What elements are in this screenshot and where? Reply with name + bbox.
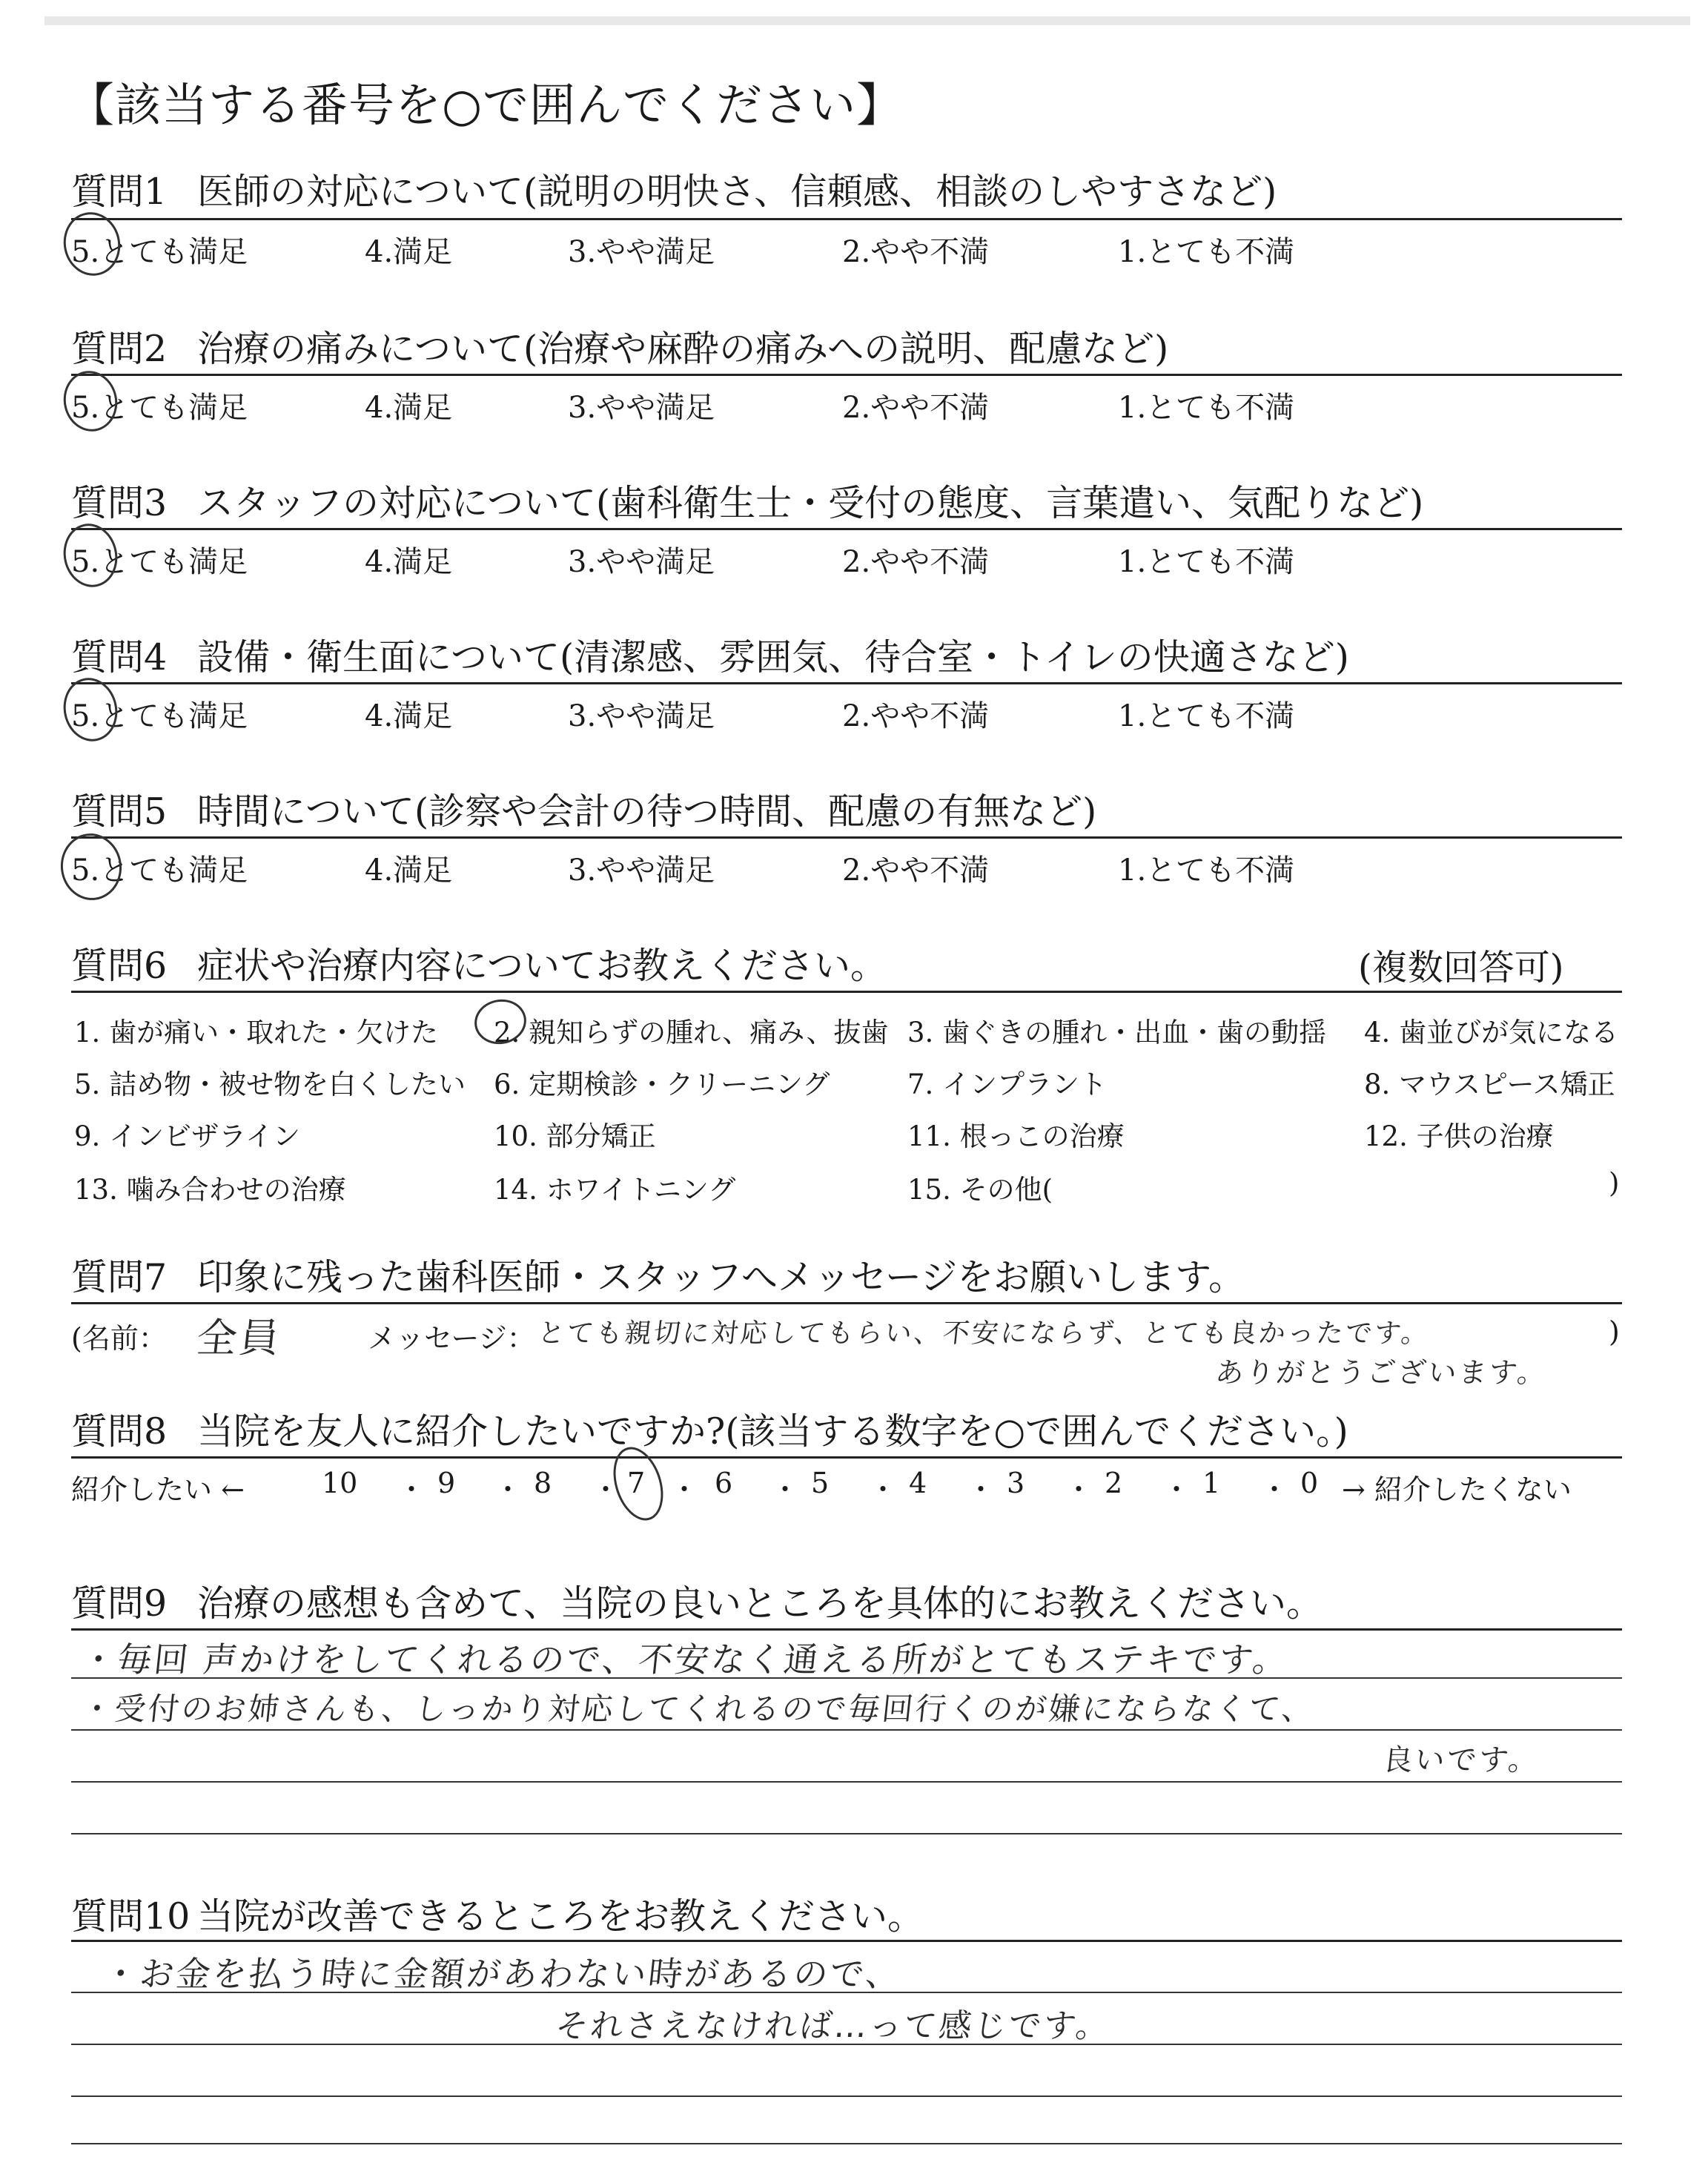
answer-line (71, 1781, 1622, 1783)
choice-5[interactable]: 5.とても満足 (71, 391, 248, 425)
question-6-number: 質問6 (71, 945, 168, 987)
scale-number[interactable]: 9 (437, 1467, 456, 1499)
question-1-choices (71, 228, 1622, 273)
choice-1[interactable]: 1.とても不満 (1118, 545, 1295, 579)
question-7-title (71, 1249, 1245, 1301)
question-10-number: 質問10 (71, 1895, 191, 1938)
choice-4[interactable]: 4.満足 (365, 853, 453, 888)
question-4-title (71, 629, 1349, 681)
page-title: 【該当する番号を○で囲んでください】 (68, 78, 904, 132)
question-5-number: 質問5 (71, 790, 168, 833)
scale-number[interactable]: 7 (627, 1467, 646, 1499)
choice-3[interactable]: 3.やや満足 (568, 545, 715, 579)
message-value-line2[interactable]: ありがとうございます。 (1214, 1356, 1549, 1389)
answer-text[interactable]: ・お金を払う時に金額があわない時があるので、 (101, 1954, 904, 1994)
question-7-text: 印象に残った歯科医師・スタッフへメッセージをお願いします。 (197, 1256, 1245, 1298)
scale-number[interactable]: 6 (715, 1467, 733, 1499)
recommend-scale (71, 1467, 1628, 1511)
answer-text[interactable]: ・毎回 声かけをしてくれるので、不安なく通える所がとてもステキです。 (79, 1639, 1291, 1680)
question-6-title (71, 937, 887, 989)
scale-number[interactable]: 1 (1202, 1467, 1221, 1499)
choice-3[interactable]: 3.やや満足 (568, 853, 715, 888)
message-row (71, 1307, 1628, 1361)
choice-1[interactable]: 1.とても不満 (1118, 235, 1295, 269)
question-4-number: 質問4 (71, 636, 168, 678)
answer-line (71, 2095, 1622, 2097)
symptom-other-close: ) (1609, 1167, 1620, 1199)
divider (71, 836, 1622, 839)
answer-line (71, 1729, 1622, 1731)
symptom-option[interactable]: 1. 歯が痛い・取れた・欠けた (74, 1017, 439, 1048)
question-3-title (71, 475, 1423, 526)
choice-2[interactable]: 2.やや不満 (842, 545, 990, 579)
choice-3[interactable]: 3.やや満足 (568, 391, 715, 425)
symptom-option[interactable]: 11. 根っこの治療 (907, 1120, 1125, 1152)
scale-dot: ・ (1162, 1473, 1191, 1506)
choice-3[interactable]: 3.やや満足 (568, 699, 715, 733)
scale-dot: ・ (869, 1473, 898, 1506)
scale-number[interactable]: 3 (1007, 1467, 1025, 1499)
question-2-title (71, 320, 1168, 372)
choice-5[interactable]: 5.とても満足 (71, 699, 248, 733)
question-6-text: 症状や治療内容についてお教えください。 (197, 945, 887, 987)
question-8-number: 質問8 (71, 1410, 168, 1453)
question-1-title (71, 163, 1277, 215)
scale-dot: ・ (670, 1473, 699, 1506)
divider (71, 528, 1622, 530)
question-5-choices (71, 847, 1622, 891)
question-5-title (71, 783, 1096, 835)
question-9-title (71, 1575, 1323, 1627)
scale-dot: ・ (494, 1473, 523, 1506)
choice-4[interactable]: 4.満足 (365, 545, 453, 579)
message-value[interactable]: とても親切に対応してもらい、不安にならず、とても良かったです。 (536, 1318, 1432, 1349)
choice-4[interactable]: 4.満足 (365, 699, 453, 733)
answer-line (71, 2143, 1622, 2144)
choice-5[interactable]: 5.とても満足 (71, 853, 248, 888)
divider (71, 218, 1622, 220)
scale-dot: ・ (1260, 1473, 1289, 1506)
question-8-title (71, 1403, 1348, 1455)
question-1-number: 質問1 (71, 171, 168, 213)
question-9-text: 治療の感想も含めて、当院の良いところを具体的にお教えください。 (197, 1582, 1323, 1625)
divider (71, 1456, 1622, 1459)
selection-circle (56, 830, 126, 905)
scale-dot: ・ (397, 1473, 426, 1506)
question-3-number: 質問3 (71, 482, 168, 524)
answer-line (71, 1833, 1622, 1834)
scale-number[interactable]: 8 (534, 1467, 552, 1499)
question-3-choices (71, 538, 1622, 583)
symptom-option[interactable]: 15. その他( (907, 1174, 1053, 1206)
scale-dot: ・ (771, 1473, 800, 1506)
symptom-option[interactable]: 10. 部分矯正 (494, 1120, 656, 1152)
symptom-options (74, 1003, 1631, 1225)
choice-4[interactable]: 4.満足 (365, 391, 453, 425)
question-2-text: 治療の痛みについて(治療や麻酔の痛みへの説明、配慮など) (197, 328, 1169, 370)
divider (71, 1940, 1622, 1942)
question-7-number: 質問7 (71, 1256, 168, 1298)
question-1-text: 医師の対応について(説明の明快さ、信頼感、相談のしやすさなど) (197, 171, 1277, 213)
symptom-option[interactable]: 6. 定期検診・クリーニング (494, 1069, 830, 1100)
symptom-option[interactable]: 8. マウスピース矯正 (1364, 1069, 1615, 1100)
answer-text[interactable]: ・受付のお姉さんも、しっかり対応してくれるので毎回行くのが嫌にならなくて、 (79, 1691, 1317, 1727)
question-5-text: 時間について(診察や会計の待つ時間、配慮の有無など) (197, 790, 1097, 833)
question-2-number: 質問2 (71, 328, 168, 370)
scale-number[interactable]: 2 (1105, 1467, 1123, 1499)
choice-1[interactable]: 1.とても不満 (1118, 853, 1295, 888)
divider (71, 1302, 1622, 1304)
question-4-choices (71, 693, 1622, 737)
scale-number[interactable]: 0 (1300, 1467, 1319, 1499)
symptom-option[interactable]: 13. 噛み合わせの治療 (74, 1174, 346, 1206)
scale-dot: ・ (1065, 1473, 1093, 1506)
choice-2[interactable]: 2.やや不満 (842, 853, 990, 888)
question-10-title (71, 1888, 924, 1940)
question-9-number: 質問9 (71, 1582, 168, 1625)
choice-2[interactable]: 2.やや不満 (842, 235, 990, 269)
scan-edge (44, 16, 1690, 25)
scale-dot: ・ (967, 1473, 996, 1506)
choice-5[interactable]: 5.とても満足 (71, 235, 248, 269)
scale-number[interactable]: 5 (811, 1467, 830, 1499)
name-value[interactable]: 全員 (194, 1315, 284, 1361)
choice-2[interactable]: 2.やや不満 (842, 391, 990, 425)
symptom-option[interactable]: 5. 詰め物・被せ物を白くしたい (74, 1069, 466, 1100)
scale-number[interactable]: 4 (909, 1467, 927, 1499)
symptom-option[interactable]: 4. 歯並びが気になる (1364, 1017, 1619, 1048)
scale-left-label: 紹介したい ← (71, 1473, 245, 1506)
symptom-option[interactable]: 9. インビザライン (74, 1120, 300, 1152)
message-close: ) (1609, 1315, 1620, 1348)
name-label: (名前： (71, 1322, 167, 1355)
symptom-option[interactable]: 7. インプラント (907, 1069, 1108, 1100)
choice-1[interactable]: 1.とても不満 (1118, 699, 1295, 733)
question-3-text: スタッフの対応について(歯科衛生士・受付の態度、言葉遣い、気配りなど) (197, 482, 1424, 524)
symptom-option[interactable]: 3. 歯ぐきの腫れ・出血・歯の動揺 (907, 1017, 1327, 1048)
question-8-text: 当院を友人に紹介したいですか?(該当する数字を○で囲んでください。) (197, 1410, 1348, 1453)
answer-text[interactable]: 良いです。 (1381, 1743, 1542, 1777)
divider (71, 1628, 1622, 1631)
choice-5[interactable]: 5.とても満足 (71, 545, 248, 579)
choice-1[interactable]: 1.とても不満 (1118, 391, 1295, 425)
divider (71, 682, 1622, 684)
question-2-choices (71, 384, 1622, 429)
scale-right-label: → 紹介したくない (1342, 1473, 1572, 1506)
question-10-text: 当院が改善できるところをお教えください。 (197, 1895, 924, 1938)
answer-text[interactable]: それさえなければ…って感じです。 (553, 2007, 1113, 2045)
choice-2[interactable]: 2.やや不満 (842, 699, 990, 733)
scale-number[interactable]: 10 (322, 1467, 358, 1499)
message-label: メッセージ： (368, 1322, 535, 1355)
choice-4[interactable]: 4.満足 (365, 235, 453, 269)
multiple-answer-note: (複数回答可) (1358, 947, 1564, 988)
choice-3[interactable]: 3.やや満足 (568, 235, 715, 269)
symptom-option[interactable]: 12. 子供の治療 (1364, 1120, 1554, 1152)
divider (71, 991, 1622, 993)
symptom-option[interactable]: 14. ホワイトニング (494, 1174, 736, 1206)
divider (71, 374, 1622, 376)
question-4-text: 設備・衛生面について(清潔感、雰囲気、待合室・トイレの快適さなど) (197, 636, 1349, 678)
scale-dot: ・ (592, 1473, 620, 1506)
symptom-option[interactable]: 2. 親知らずの腫れ、痛み、抜歯 (494, 1017, 889, 1048)
